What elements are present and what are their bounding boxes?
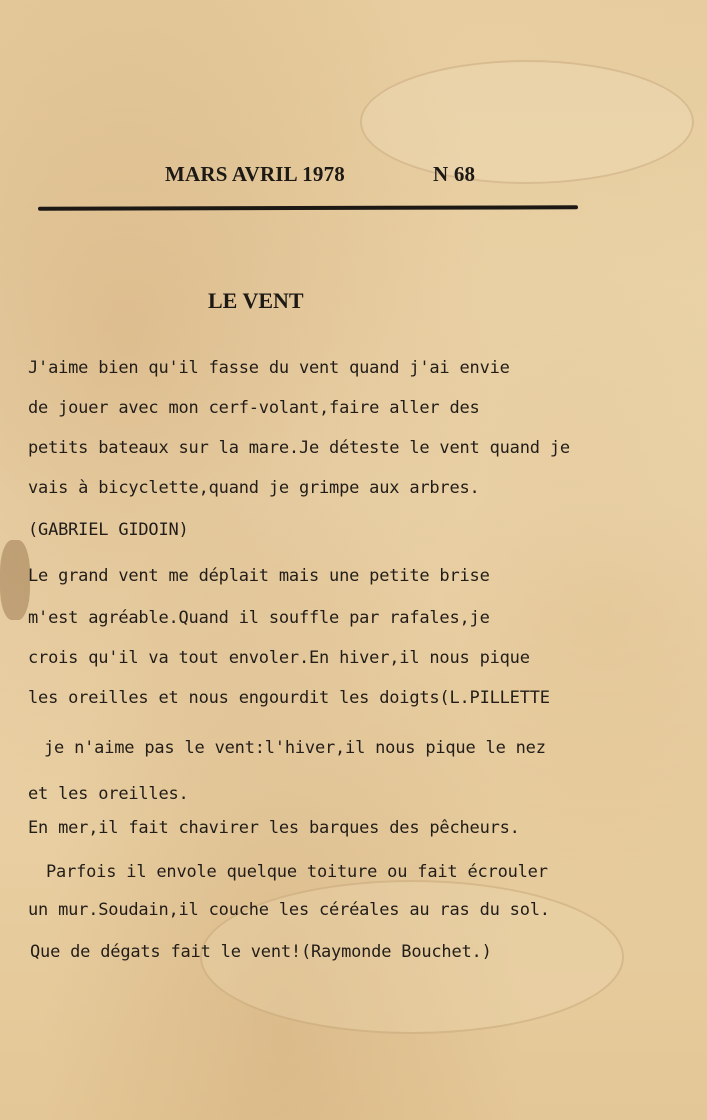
- text-line: En mer,il fait chavirer les barques des pêcheurs.: [28, 818, 520, 838]
- poem-title: LE VENT: [208, 288, 304, 313]
- text-line: m'est agréable.Quand il souffle par rafales,je: [28, 608, 490, 628]
- text-line: crois qu'il va tout envoler.En hiver,il nous pique: [28, 648, 530, 668]
- text-line: un mur.Soudain,il couche les céréales au ras du sol.: [28, 900, 550, 920]
- text-line: Parfois il envole quelque toiture ou fait écrouler: [46, 862, 548, 882]
- text-line: de jouer avec mon cerf-volant,faire aller des: [28, 398, 480, 418]
- text-line: J'aime bien qu'il fasse du vent quand j'ai envie: [28, 358, 510, 378]
- issue-number: N 68: [433, 162, 476, 186]
- issue-date: MARS AVRIL 1978: [165, 162, 345, 186]
- issue-header: [165, 162, 495, 187]
- author-signature: (GABRIEL GIDOIN): [28, 520, 189, 540]
- text-line: petits bateaux sur la mare.Je déteste le vent quand je: [28, 438, 570, 458]
- text-line: Que de dégats fait le vent!(Raymonde Bouchet.): [30, 942, 492, 962]
- text-line: vais à bicyclette,quand je grimpe aux arbres.: [28, 478, 480, 498]
- text-line: les oreilles et nous engourdit les doigts(L.PILLETTE: [28, 688, 550, 708]
- header-rule: [38, 205, 578, 210]
- binding-thread: [0, 540, 30, 620]
- text-line: je n'aime pas le vent:l'hiver,il nous pique le nez: [44, 738, 546, 758]
- text-line: et les oreilles.: [28, 784, 189, 804]
- text-line: Le grand vent me déplait mais une petite brise: [28, 566, 490, 586]
